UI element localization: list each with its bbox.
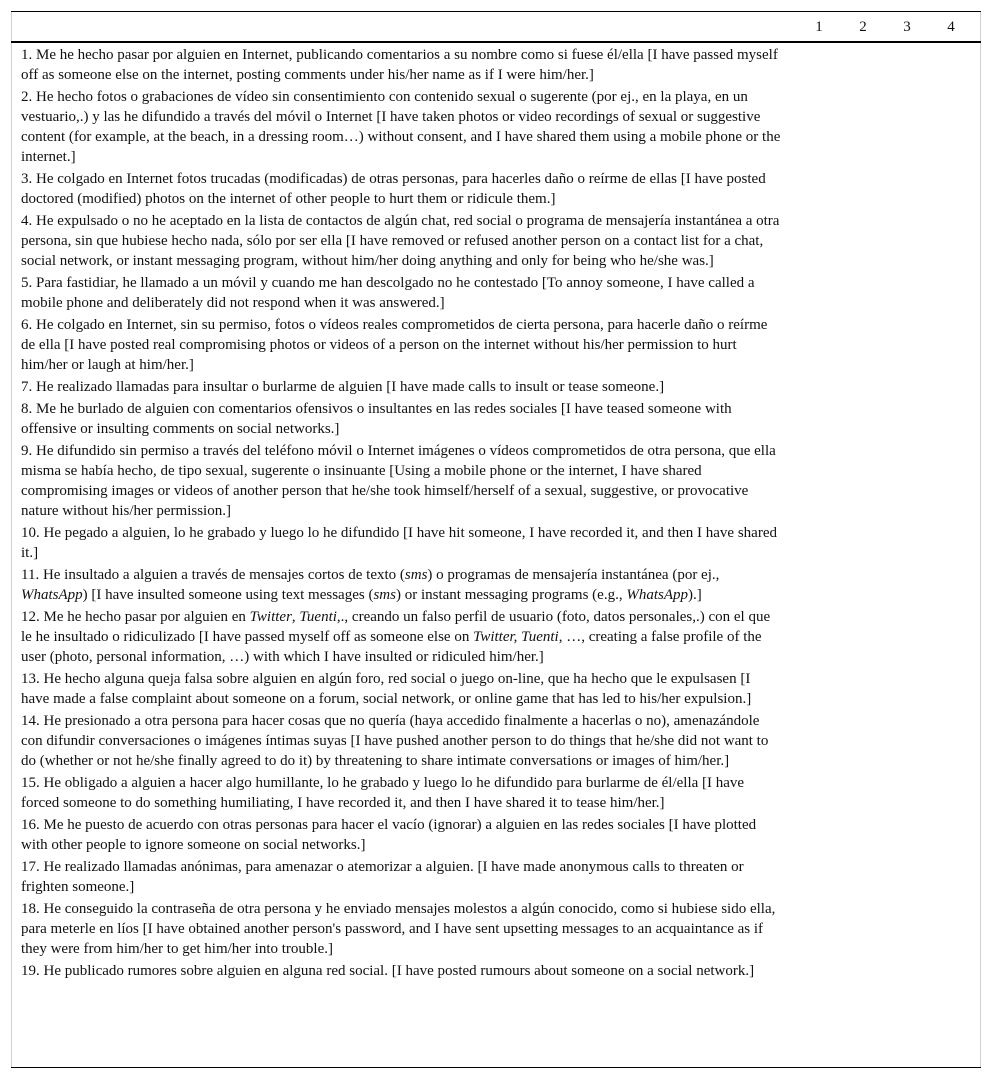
table-row: 15. He obligado a alguien a hacer algo humillante, lo he grabado y luego lo he difundido para burlarme de él/ella [I have forced someone to do something humiliating, I have recorded it, and then I have shared it to tease him/her.] <box>21 775 745 811</box>
row-text: 11. He insultado a alguien a través de mensajes cortos de texto ( <box>21 567 405 583</box>
table-header-rule <box>11 41 981 43</box>
row-text: ) o programas de mensajería instantánea (por ej., <box>427 567 720 583</box>
table-row: 6. He colgado en Internet, sin su permiso, fotos o vídeos reales comprometidos de cierta persona, para hacerle daño o reírme de ella [I have posted real compromising photos or videos of a person on the internet without his/her permission to hurt him/her or laugh at him/her.] <box>21 317 768 373</box>
italic-term: WhatsApp <box>21 587 83 603</box>
table-row <box>21 565 781 605</box>
table-row: 10. He pegado a alguien, lo he grabado y luego lo he difundido [I have hit someone, I have recorded it, and then I have shared it.] <box>21 525 777 561</box>
table-row: 8. Me he burlado de alguien con comentarios ofensivos o insultantes en las redes sociales [I have teased someone with offensive or insulting comments on social networks.] <box>21 401 732 437</box>
table-row: 5. Para fastidiar, he llamado a un móvil y cuando me han descolgado no he contestado [To annoy someone, I have called a mobile phone and deliberately did not respond when it was answered.] <box>21 275 755 311</box>
table-row: 17. He realizado llamadas anónimas, para amenazar o atemorizar a alguien. [I have made anonymous calls to threaten or frighten someone.] <box>21 859 744 895</box>
table-body <box>21 45 781 983</box>
row-text: ,., creando un falso perfil de usuario (foto, datos personales,.) con el que le he insultado o ridiculizado [I have passed myself off as someone else on <box>21 609 771 645</box>
row-text: , <box>291 609 300 625</box>
italic-term: Tuenti <box>299 609 337 625</box>
column-header-3: 3 <box>903 19 911 35</box>
table-row: 16. Me he puesto de acuerdo con otras personas para hacer el vacío (ignorar) a alguien en las redes sociales [I have plotted with other people to ignore someone on social networks.] <box>21 817 757 853</box>
column-header-4: 4 <box>947 19 955 35</box>
table-row: 1. Me he hecho pasar por alguien en Internet, publicando comentarios a su nombre como si fuese él/ella [I have passed myself off as someone else on the internet, posting comments under his/her name as if I were him/her.] <box>21 47 778 83</box>
table-row <box>21 607 781 667</box>
table-row: 14. He presionado a otra persona para hacer cosas que no quería (haya accedido finalmente a hacerlas o no), amenazándole con difundir conversaciones o imágenes íntimas suyas [I have pushed another person to do things that he/she did not want to do (whether or not he/she finally agreed to do it) by threatening to share intimate conversations or images of him/her.] <box>21 713 769 769</box>
table-row: 13. He hecho alguna queja falsa sobre alguien en algún foro, red social o juego on-line, que ha hecho que le expulsasen [I have made a false complaint about someone on a forum, social network, or online game that has led to his/her expulsion.] <box>21 671 752 707</box>
italic-term: WhatsApp <box>626 587 688 603</box>
row-text: ).] <box>688 587 702 603</box>
row-text: , …, creating a false profile of the user (photo, personal information, …) with which I have insulted or ridiculed him/her.] <box>21 629 762 665</box>
column-header-1: 1 <box>815 19 823 35</box>
table-row: 4. He expulsado o no he aceptado en la lista de contactos de algún chat, red social o programa de mensajería instantánea a otra persona, sin que hubiese hecho nada, sólo por ser ella [I have removed or refused another person on a contact list for a chat, social network, or instant messaging program, without him/her doing anything and only for being who he/she was.] <box>21 213 780 269</box>
table-bottom-rule <box>11 1067 981 1068</box>
italic-term: sms <box>373 587 396 603</box>
italic-term: Twitter <box>249 609 292 625</box>
row-text: 12. Me he hecho pasar por alguien en <box>21 609 250 625</box>
table-row: 2. He hecho fotos o grabaciones de vídeo sin consentimiento con contenido sexual o sugerente (por ej., en la playa, en un vestuario,.) y las he difundido a través del móvil o Internet [I have taken photos or video recordings of sexual or suggestive content (for example, at the beach, in a dressing room…) without consent, and I have shared them using a mobile phone or the internet.] <box>21 89 781 165</box>
row-text: ) or instant messaging programs (e.g., <box>395 587 627 603</box>
table-row: 9. He difundido sin permiso a través del teléfono móvil o Internet imágenes o vídeos comprometidos de otra persona, que ella misma se había hecho, de tipo sexual, sugerente o insinuante [Using a mobile phone or the internet, I have shared compromising images or videos of another person that he/she took himself/herself of a sexual, suggestive, or provocative nature without his/her permission.] <box>21 443 776 519</box>
table-top-rule <box>11 11 981 12</box>
row-text: ) [I have insulted someone using text messages ( <box>82 587 374 603</box>
italic-term: Twitter, Tuenti <box>473 629 559 645</box>
table-row: 7. He realizado llamadas para insultar o burlarme de alguien [I have made calls to insult or tease someone.] <box>21 379 665 395</box>
table-row: 19. He publicado rumores sobre alguien en alguna red social. [I have posted rumours about someone on a social network.] <box>21 963 755 979</box>
table-row: 18. He conseguido la contraseña de otra persona y he enviado mensajes molestos a algún conocido, como si hubiese sido ella, para meterle en líos [I have obtained another person's password, and I have sent upsetting messages to an acquaintance as if they were from him/her to get him/her into trouble.] <box>21 901 776 957</box>
italic-term: sms <box>404 567 428 583</box>
column-header-2: 2 <box>859 19 867 35</box>
table-row: 3. He colgado en Internet fotos trucadas (modificadas) de otras personas, para hacerles daño o reírme de ellas [I have posted doctored (modified) photos on the internet of other people to hurt them or ridicule them.] <box>21 171 766 207</box>
